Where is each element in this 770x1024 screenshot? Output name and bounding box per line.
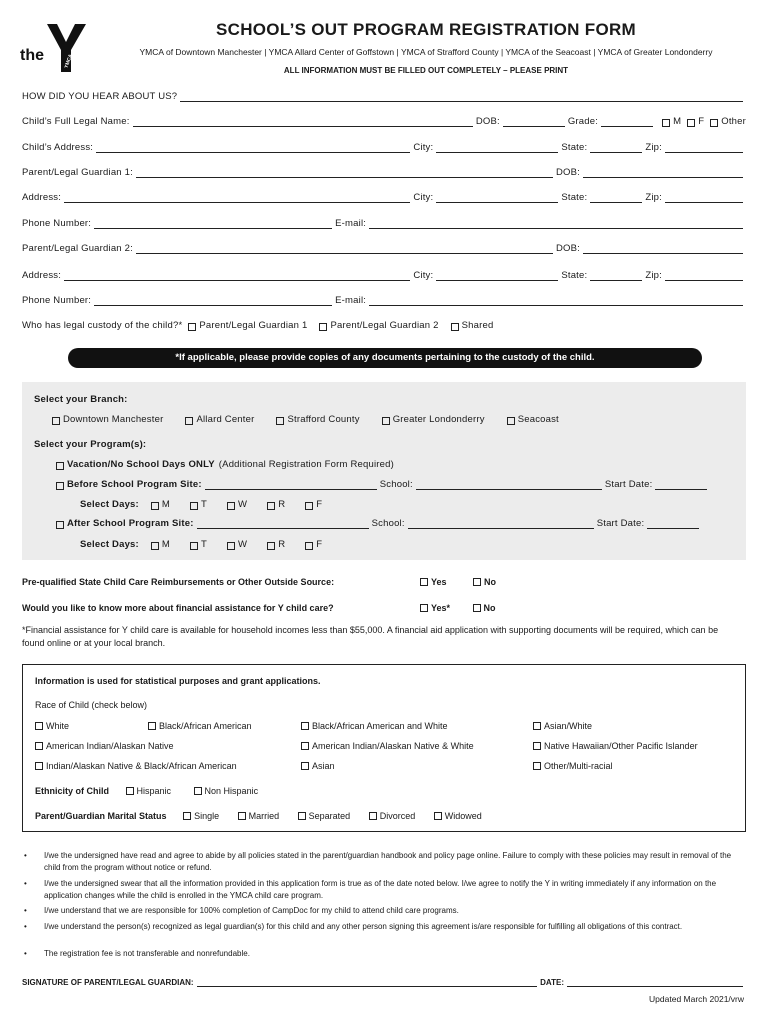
before-day-f-label: F — [316, 499, 323, 510]
after-school-school-label: School: — [371, 518, 405, 529]
race-other-option — [533, 761, 613, 771]
after-school-label: After School Program Site: — [67, 518, 194, 529]
policy-bullet-text: I/we the undersigned have read and agree to abide by all policies stated in the parent/guardian handbook and policy page online. Failure to comply with these policies may result in removal of the child from the program without notice or refund. — [44, 851, 732, 872]
statistics-box — [22, 664, 746, 832]
before-day-w-checkbox[interactable] — [227, 502, 235, 510]
policy-bullet: • I/we understand the person(s) recognized as legal guardian(s) for this child and any other person signing this agreement is/are responsible for fulfilling all obligations of this contract. — [24, 921, 748, 933]
branch-seacoast-label: Seacoast — [517, 414, 559, 425]
prequal-no-label: No — [484, 577, 497, 587]
after-day-m-label: M — [161, 539, 171, 550]
race-black-white-option — [301, 721, 448, 731]
child-name-label: Child’s Full Legal Name: — [22, 116, 130, 127]
before-school-site-field[interactable] — [205, 480, 377, 490]
ethnicity-hispanic-checkbox[interactable] — [126, 787, 134, 795]
before-day-r-label: R — [278, 499, 286, 510]
before-days-label: Select Days: — [80, 499, 139, 510]
policy-bullet: • The registration fee is not transferable and nonrefundable. — [24, 948, 748, 960]
ethnicity-non-hispanic-checkbox[interactable] — [194, 787, 202, 795]
guardian2-phone-label: Phone Number: — [22, 295, 92, 306]
child-dob-field[interactable] — [503, 117, 565, 127]
marital-widowed-label: Widowed — [444, 811, 482, 821]
ethnicity-non-hispanic-label: Non Hispanic — [204, 786, 259, 796]
race-amind-checkbox[interactable] — [35, 742, 43, 750]
after-school-row — [56, 518, 736, 529]
guardian2-zip-label: Zip: — [645, 270, 662, 281]
race-white-checkbox[interactable] — [35, 722, 43, 730]
prequal-answers — [420, 577, 496, 587]
guardian2-state-field[interactable] — [590, 271, 642, 281]
branch-seacoast-checkbox[interactable] — [507, 417, 515, 425]
guardian1-state-label: State: — [561, 192, 588, 203]
child-name-field[interactable] — [133, 117, 473, 127]
race-asian-option — [301, 761, 335, 771]
race-white-label: White — [46, 721, 70, 731]
hear-row — [22, 91, 746, 102]
male-label: M — [673, 116, 682, 127]
before-school-start-field[interactable] — [655, 480, 707, 490]
before-day-f-checkbox[interactable] — [305, 502, 313, 510]
vacation-checkbox[interactable] — [56, 462, 64, 470]
before-day-m-checkbox[interactable] — [151, 502, 159, 510]
after-day-r-label: R — [278, 539, 286, 550]
race-amind-white-checkbox[interactable] — [301, 742, 309, 750]
race-other-checkbox[interactable] — [533, 762, 541, 770]
branch-allard-label: Allard Center — [196, 414, 255, 425]
grade-field[interactable] — [601, 117, 653, 127]
signature-field[interactable] — [197, 978, 538, 987]
branch-strafford-label: Strafford County — [287, 414, 360, 425]
financial-note: *Financial assistance for Y child care is available for household incomes less than $55,000. A financial aid application with supporting documents will be required, which can be found online or at your local branch. — [22, 625, 719, 648]
race-white-option — [35, 721, 69, 731]
race-asian-white-checkbox[interactable] — [533, 722, 541, 730]
guardian2-row — [22, 243, 746, 254]
race-black-label: Black/African American — [159, 721, 252, 731]
after-day-t-label: T — [201, 539, 208, 550]
child-state-field[interactable] — [590, 143, 642, 153]
race-asian-checkbox[interactable] — [301, 762, 309, 770]
financial-question: Would you like to know more about financial assistance for Y child care? — [22, 603, 334, 613]
guardian2-email-label: E-mail: — [335, 295, 367, 306]
custody-shared-label: Shared — [461, 320, 494, 331]
financial-no-checkbox[interactable] — [473, 604, 481, 612]
child-zip-label: Zip: — [645, 142, 662, 153]
vacation-note: (Additional Registration Form Required) — [218, 459, 394, 470]
after-school-start-field[interactable] — [647, 519, 699, 529]
before-day-m-label: M — [161, 499, 171, 510]
custody-note-banner: *If applicable, please provide copies of any documents pertaining to the custody of the child. — [68, 348, 702, 368]
marital-row — [35, 811, 482, 821]
guardian2-label: Parent/Legal Guardian 2: — [22, 243, 133, 254]
after-day-w-label: W — [238, 539, 248, 550]
guardian2-zip-field[interactable] — [665, 271, 743, 281]
ethnicity-label: Ethnicity of Child — [35, 786, 109, 796]
child-state-label: State: — [561, 142, 588, 153]
branch-options — [52, 414, 559, 425]
marital-separated-label: Separated — [308, 811, 351, 821]
custody-guardian2-label: Parent/Legal Guardian 2 — [330, 320, 439, 331]
marital-married-label: Married — [248, 811, 280, 821]
race-indian-black-checkbox[interactable] — [35, 762, 43, 770]
race-indian-black-option — [35, 761, 237, 771]
signature-label: SIGNATURE OF PARENT/LEGAL GUARDIAN: — [22, 978, 194, 987]
after-school-checkbox[interactable] — [56, 521, 64, 529]
marital-label: Parent/Guardian Marital Status — [35, 811, 167, 821]
race-amind-label: American Indian/Alaskan Native — [46, 741, 174, 751]
guardian1-city-field[interactable] — [436, 193, 558, 203]
guardian2-field[interactable] — [136, 244, 553, 254]
branch-downtown-label: Downtown Manchester — [63, 414, 164, 425]
after-day-m-checkbox[interactable] — [151, 542, 159, 550]
guardian2-state-label: State: — [561, 270, 588, 281]
guardian2-dob-field[interactable] — [583, 244, 743, 254]
guardian1-row — [22, 167, 746, 178]
fill-notice: ALL INFORMATION MUST BE FILLED OUT COMPLETELY – PLEASE PRINT — [283, 66, 569, 75]
before-school-school-label: School: — [379, 479, 413, 490]
child-address-row — [22, 142, 746, 153]
guardian2-email-field[interactable] — [369, 296, 743, 306]
after-day-t-checkbox[interactable] — [190, 542, 198, 550]
after-day-f-checkbox[interactable] — [305, 542, 313, 550]
before-day-t-checkbox[interactable] — [190, 502, 198, 510]
child-name-row — [22, 116, 746, 127]
child-zip-field[interactable] — [665, 143, 743, 153]
race-asian-white-option — [533, 721, 592, 731]
prequal-yes-checkbox[interactable] — [420, 578, 428, 586]
custody-guardian1-checkbox[interactable] — [188, 323, 196, 331]
marital-widowed-checkbox[interactable] — [434, 812, 442, 820]
form-title: SCHOOL’S OUT PROGRAM REGISTRATION FORM — [215, 20, 637, 39]
policy-bullet: • I/we the undersigned swear that all the information provided in this application form is true as of the date noted below. I/we agree to notify the Y in writing immediately if any information on the application changes while the child is enrolled in the YMCA child care program. — [24, 878, 748, 902]
guardian2-address-field[interactable] — [64, 271, 410, 281]
updated-note: Updated March 2021/vrw — [649, 994, 744, 1004]
marital-separated-checkbox[interactable] — [298, 812, 306, 820]
guardian1-zip-field[interactable] — [665, 193, 743, 203]
race-black-white-checkbox[interactable] — [301, 722, 309, 730]
race-black-white-label: Black/African American and White — [312, 721, 448, 731]
guardian1-label: Parent/Legal Guardian 1: — [22, 167, 133, 178]
policy-bullet-text: I/we the undersigned swear that all the information provided in this application form is true as of the date noted below. I/we agree to notify the Y in writing immediately if any information on the application changes while the child is enrolled in the YMCA child care program. — [44, 879, 717, 900]
child-city-label: City: — [413, 142, 434, 153]
guardian1-address-row — [22, 192, 746, 203]
prequal-yes-label: Yes — [431, 577, 447, 587]
branch-list: YMCA of Downtown Manchester | YMCA Allard Center of Goffstown | YMCA of Strafford County | YMCA of the Seacoast | YMCA of Greater Londonderry — [139, 47, 713, 57]
custody-shared-checkbox[interactable] — [451, 323, 459, 331]
child-address-field[interactable] — [96, 143, 410, 153]
race-amind-option — [35, 741, 174, 751]
race-amind-white-label: American Indian/Alaskan Native & White — [312, 741, 474, 751]
guardian2-address-row — [22, 270, 746, 281]
female-label: F — [698, 116, 705, 127]
policy-bullet: • I/we understand that we are responsible for 100% completion of CampDoc for my child to attend child care programs. — [24, 905, 748, 917]
guardian1-field[interactable] — [136, 168, 553, 178]
guardian1-dob-field[interactable] — [583, 168, 743, 178]
program-panel — [22, 382, 746, 560]
before-school-start-label: Start Date: — [604, 479, 653, 490]
custody-question: Who has legal custody of the child?* — [22, 320, 183, 331]
program-label: Select your Program(s): — [34, 439, 147, 450]
other-gender-label: Other — [721, 116, 746, 127]
financial-yes-checkbox[interactable] — [420, 604, 428, 612]
ymca-logo — [20, 22, 90, 74]
race-black-checkbox[interactable] — [148, 722, 156, 730]
race-pacific-checkbox[interactable] — [533, 742, 541, 750]
race-black-option — [148, 721, 252, 731]
grade-label: Grade: — [567, 116, 599, 127]
date-field[interactable] — [567, 978, 743, 987]
after-school-site-field[interactable] — [197, 519, 369, 529]
guardian2-phone-field[interactable] — [94, 296, 332, 306]
after-school-start-label: Start Date: — [596, 518, 645, 529]
hear-field[interactable] — [180, 92, 743, 102]
guardian1-contact-row — [22, 218, 746, 229]
guardian1-address-label: Address: — [22, 192, 62, 203]
marital-single-label: Single — [194, 811, 220, 821]
logo-the-text: the — [20, 47, 44, 64]
guardian2-contact-row — [22, 295, 746, 306]
after-day-w-checkbox[interactable] — [227, 542, 235, 550]
before-school-school-field[interactable] — [416, 480, 602, 490]
race-amind-white-option — [301, 741, 474, 751]
after-day-r-checkbox[interactable] — [267, 542, 275, 550]
signature-row — [22, 978, 746, 987]
after-day-f-label: F — [316, 539, 323, 550]
vacation-label: Vacation/No School Days ONLY — [67, 459, 215, 470]
before-day-t-label: T — [201, 499, 208, 510]
race-pacific-label: Native Hawaiian/Other Pacific Islander — [544, 741, 698, 751]
branch-label: Select your Branch: — [34, 394, 128, 405]
policy-bullet: • I/we the undersigned have read and agree to abide by all policies stated in the parent/guardian handbook and policy page online. Failure to comply with these policies may result in removal of the child from the program without notice or refund. — [24, 850, 748, 874]
guardian1-email-field[interactable] — [369, 219, 743, 229]
guardian1-zip-label: Zip: — [645, 192, 662, 203]
after-days-label: Select Days: — [80, 539, 139, 550]
branch-downtown-checkbox[interactable] — [52, 417, 60, 425]
before-school-checkbox[interactable] — [56, 482, 64, 490]
race-label: Race of Child (check below) — [35, 700, 148, 710]
ethnicity-hispanic-label: Hispanic — [136, 786, 172, 796]
custody-guardian2-checkbox[interactable] — [319, 323, 327, 331]
logo-ymca-text: YMCA — [63, 53, 75, 70]
guardian1-phone-label: Phone Number: — [22, 218, 92, 229]
hear-label: HOW DID YOU HEAR ABOUT US? — [22, 91, 178, 102]
policy-bullet-text: I/we understand that we are responsible for 100% completion of CampDoc for my child to attend child care programs. — [44, 906, 459, 915]
stats-intro: Information is used for statistical purposes and grant applications. — [35, 676, 321, 686]
policy-bullet-text: I/we understand the person(s) recognized as legal guardian(s) for this child and any other person signing this agreement is/are responsible for fulfilling all obligations of this contract. — [44, 922, 683, 931]
race-indian-black-label: Indian/Alaskan Native & Black/African American — [46, 761, 237, 771]
guardian1-city-label: City: — [413, 192, 434, 203]
financial-answers — [420, 603, 496, 613]
branch-londonderry-checkbox[interactable] — [382, 417, 390, 425]
before-day-r-checkbox[interactable] — [267, 502, 275, 510]
guardian1-email-label: E-mail: — [335, 218, 367, 229]
female-checkbox[interactable] — [687, 119, 695, 127]
after-days-row — [80, 539, 322, 550]
prequal-no-checkbox[interactable] — [473, 578, 481, 586]
child-dob-label: DOB: — [475, 116, 500, 127]
prequal-question: Pre-qualified State Child Care Reimbursements or Other Outside Source: — [22, 577, 335, 587]
before-school-label: Before School Program Site: — [67, 479, 202, 490]
guardian2-dob-label: DOB: — [555, 243, 580, 254]
before-school-row — [56, 479, 736, 490]
date-label: DATE: — [540, 978, 564, 987]
marital-single-checkbox[interactable] — [183, 812, 191, 820]
branch-londonderry-label: Greater Londonderry — [392, 414, 485, 425]
custody-guardian1-label: Parent/Legal Guardian 1 — [199, 320, 308, 331]
before-day-w-label: W — [238, 499, 248, 510]
guardian1-dob-label: DOB: — [555, 167, 580, 178]
guardian1-address-field[interactable] — [64, 193, 410, 203]
guardian1-phone-field[interactable] — [94, 219, 332, 229]
after-school-school-field[interactable] — [408, 519, 594, 529]
branch-allard-checkbox[interactable] — [185, 417, 193, 425]
male-checkbox[interactable] — [662, 119, 670, 127]
ethnicity-row — [35, 786, 258, 796]
race-asian-label: Asian — [312, 761, 335, 771]
guardian1-state-field[interactable] — [590, 193, 642, 203]
marital-divorced-checkbox[interactable] — [369, 812, 377, 820]
branch-strafford-checkbox[interactable] — [276, 417, 284, 425]
other-gender-checkbox[interactable] — [710, 119, 718, 127]
marital-married-checkbox[interactable] — [238, 812, 246, 820]
marital-divorced-label: Divorced — [379, 811, 416, 821]
guardian2-city-field[interactable] — [436, 271, 558, 281]
guardian2-address-label: Address: — [22, 270, 62, 281]
guardian2-city-label: City: — [413, 270, 434, 281]
race-asian-white-label: Asian/White — [544, 721, 593, 731]
vacation-row — [56, 459, 394, 470]
child-address-label: Child’s Address: — [22, 142, 94, 153]
financial-no-label: No — [483, 603, 496, 613]
policy-bullet-text: The registration fee is not transferable and nonrefundable. — [44, 949, 250, 958]
child-city-field[interactable] — [436, 143, 558, 153]
before-days-row — [80, 499, 322, 510]
race-pacific-option — [533, 741, 698, 751]
financial-yes-label: Yes* — [431, 603, 451, 613]
race-other-label: Other/Multi-racial — [544, 761, 613, 771]
custody-row — [22, 320, 746, 331]
